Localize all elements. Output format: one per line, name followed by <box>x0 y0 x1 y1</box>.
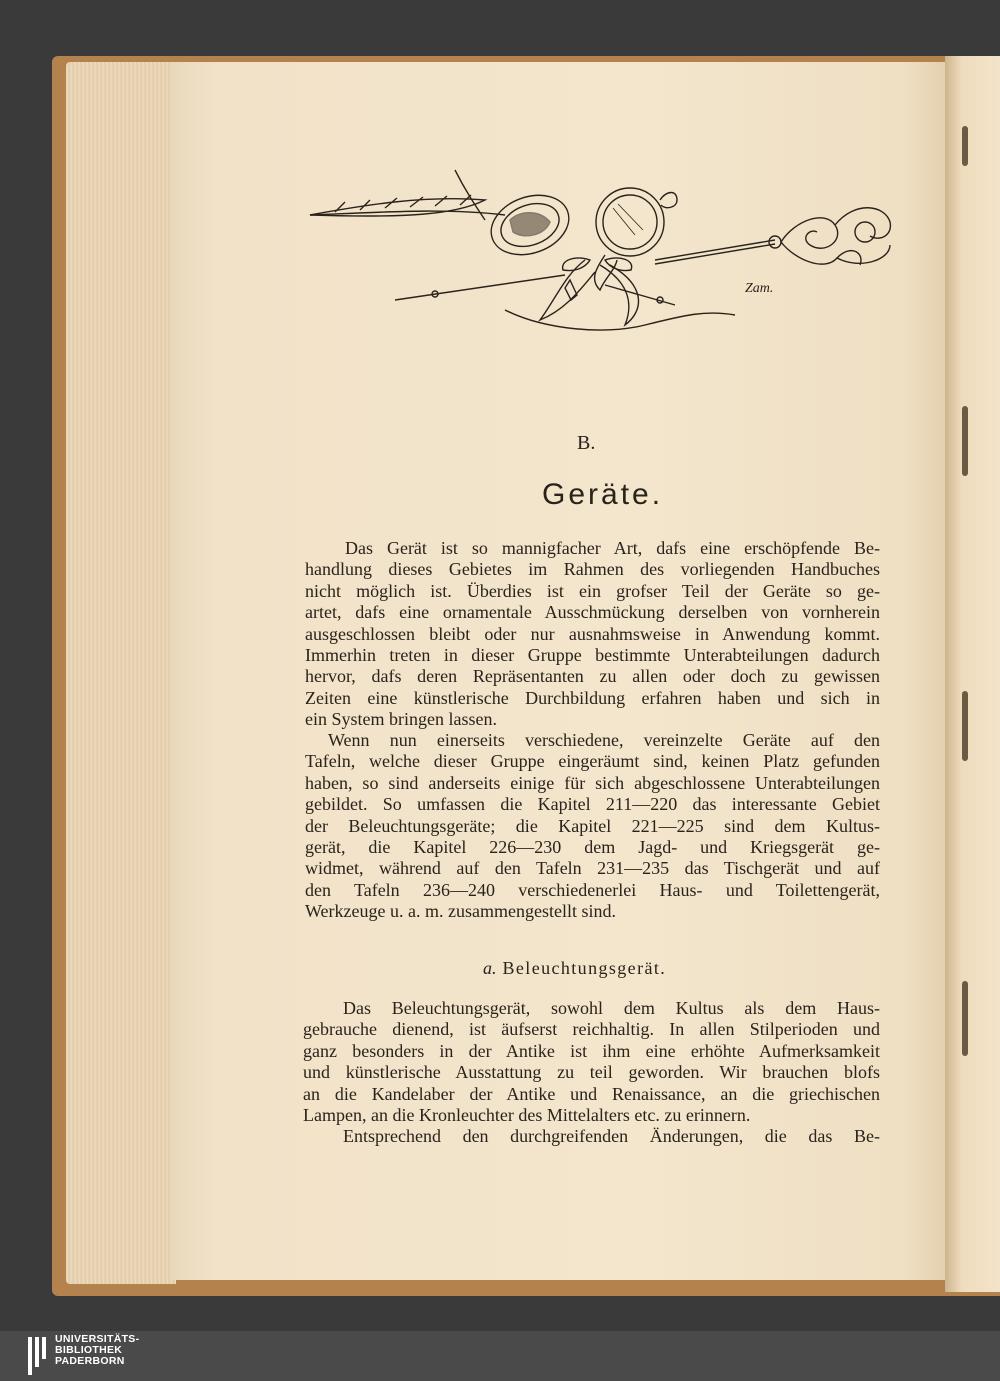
text-line: und künstlerische Ausstattung zu teil geworden. Wir brauchen blofs <box>303 1062 880 1083</box>
library-logo-text <box>55 1334 139 1367</box>
sub-heading-title: Beleuchtungsgerät. <box>502 958 667 978</box>
binding-thread <box>962 126 968 166</box>
section-title: Geräte. <box>542 478 664 511</box>
sub-heading-letter: a. <box>483 958 497 978</box>
text-line: Tafeln, welche dieser Gruppe eingeräumt sind, keinen Platz gefunden <box>305 751 880 772</box>
library-logo-icon <box>28 1337 50 1375</box>
text-line: widmet, während auf den Tafeln 231—235 das Tischgerät und auf <box>305 858 880 879</box>
binding-thread <box>962 981 968 1056</box>
text-line: gebildet. So umfassen die Kapitel 211—220 das interessante Gebiet <box>305 794 880 815</box>
text-line: gerät, die Kapitel 226—230 dem Jagd- und Kriegsgerät ge- <box>305 836 880 857</box>
binding-thread <box>962 406 968 476</box>
text-line: Das Beleuchtungsgerät, sowohl dem Kultus als dem Haus- <box>343 998 880 1018</box>
text-line: artet, dafs eine ornamentale Ausschmückung derselben von vornherein <box>305 602 880 623</box>
headpiece-ornament <box>305 160 905 340</box>
intro-paragraph-1 <box>305 538 880 731</box>
section-letter: B. <box>577 432 596 454</box>
text-line: Immerhin treten in dieser Gruppe bestimmte Unterabteilungen dadurch <box>305 644 880 665</box>
page-edges <box>66 62 176 1284</box>
text-line: hervor, dafs deren Repräsentanten zu allen oder doch zu gewissen <box>305 666 880 687</box>
text-line: handlung dieses Gebietes im Rahmen des vorliegenden Handbuches <box>305 559 880 580</box>
text-line: nicht möglich ist. Überdies ist ein grofser Teil der Geräte so ge- <box>305 580 880 601</box>
binding-thread <box>962 691 968 761</box>
text-line: Zeiten eine künstlerische Durchbildung erfahren haben und sich in <box>305 687 880 708</box>
footer-bar <box>0 1331 1000 1381</box>
text-line: an die Kandelaber der Antike und Renaissance, an die griechischen <box>303 1083 880 1104</box>
text-line: ein System bringen lassen. <box>305 709 497 730</box>
text-line: Entsprechend den durchgreifenden Änderungen, die das Be- <box>343 1126 880 1146</box>
body-paragraph-1 <box>303 998 880 1126</box>
text-line: Lampen, an die Kronleuchter des Mittelalters etc. zu erinnern. <box>303 1104 751 1125</box>
logo-line: UNIVERSITÄTS- <box>55 1333 140 1345</box>
text-line: Das Gerät ist so mannigfacher Art, dafs eine erschöpfende Be- <box>345 538 880 558</box>
text-line: der Beleuchtungsgeräte; die Kapitel 221—225 sind dem Kultus- <box>305 815 880 836</box>
book-gutter <box>945 56 1000 1292</box>
logo-line: PADERBORN <box>55 1355 125 1367</box>
logo-line: BIBLIOTHEK <box>55 1344 123 1356</box>
body-paragraph-2 <box>303 1126 880 1147</box>
intro-paragraph-2 <box>305 730 880 923</box>
text-line: gebrauche dienend, ist äufserst reichhaltig. In allen Stilperioden und <box>303 1019 880 1040</box>
text-line: den Tafeln 236—240 verschiedenerlei Haus- und Toilettengerät, <box>305 879 880 900</box>
scepter-icon <box>655 240 775 260</box>
text-line: ganz besonders in der Antike ist ihm eine erhöhte Aufmerksamkeit <box>303 1040 880 1061</box>
text-line: Wenn nun einerseits verschiedene, vereinzelte Geräte auf den <box>328 730 880 750</box>
text-line: Werkzeuge u. a. m. zusammengestellt sind. <box>305 901 616 922</box>
text-line: ausgeschlossen bleibt oder nur ausnahmsweise in Anwendung kommt. <box>305 623 880 644</box>
mirror-icon <box>596 188 664 256</box>
ribbon-icon <box>540 260 595 320</box>
ornament-signature: Zam. <box>745 281 774 296</box>
text-line: haben, so sind anderseits einige für sich abgeschlossene Unterabteilungen <box>305 772 880 793</box>
sub-heading <box>483 958 666 979</box>
